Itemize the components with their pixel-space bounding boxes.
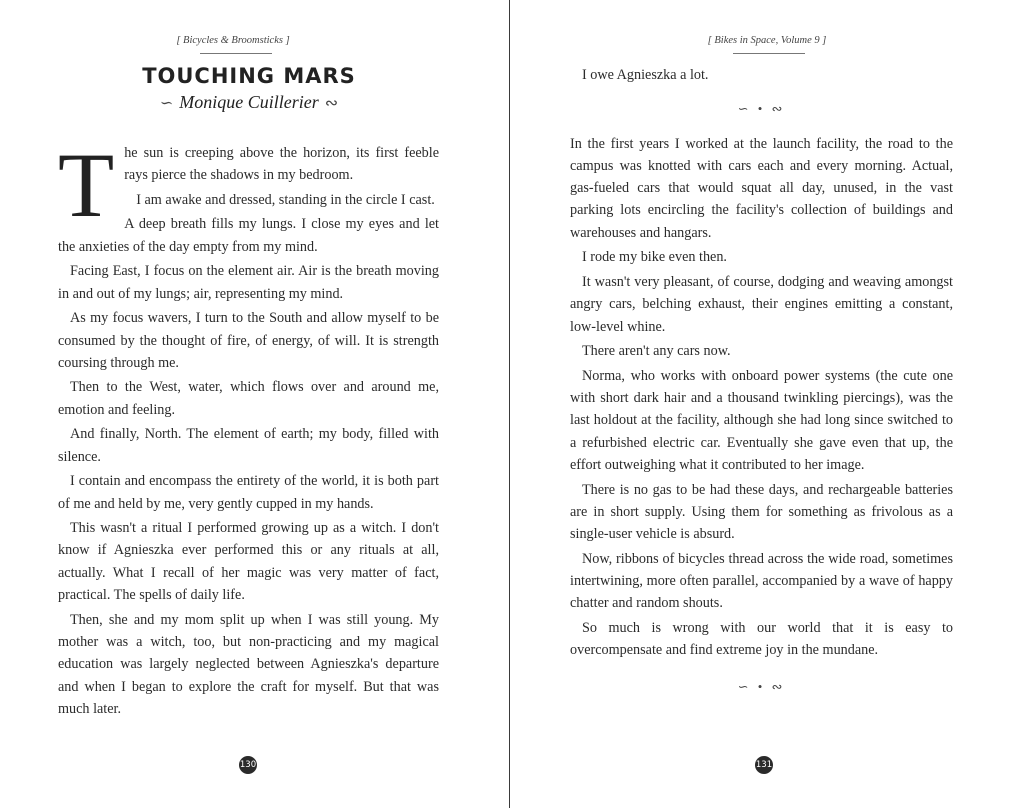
paragraph: Then to the West, water, which flows over and around me, emotion and feeling. — [58, 379, 439, 418]
paragraph: I owe Agnieszka a lot. — [582, 67, 709, 83]
paragraph: In the first years I worked at the launch facility, the road to the campus was knotted with cars each and every morning. Actual, gas-fueled cars that would squat all day, unused, in the vast parking lots encircling the facility's collection of buildings and warehouses and hangars. — [570, 135, 953, 241]
paragraph: I rode my bike even then. — [582, 249, 727, 266]
right-running-head: [ Bikes in Space, Volume 9 ] — [707, 35, 827, 46]
paragraph: There is no gas to be had these days, and rechargeable batteries are in short supply. Using them for something as frivolous as a single-user vehicle is absurd. — [570, 481, 953, 543]
paragraph: As my focus wavers, I turn to the South and allow myself to be consumed by the thought of fire, of energy, of will. It is strength coursing through me. — [58, 310, 439, 371]
paragraph: The sun is creeping above the horizon, its first feeble rays pierce the shadows in my bedroom. — [58, 134, 439, 236]
left-running-head: [ Bicycles & Broomsticks ] — [176, 35, 290, 46]
page-number: 131 — [755, 756, 773, 774]
scene-break-icon: ∽ • ∾ — [737, 101, 786, 117]
paragraph: Facing East, I focus on the element air. Air is the breath moving in and out of my lungs; air, representing my mind. — [58, 263, 439, 302]
flourish-left-icon: ∽ — [159, 95, 174, 112]
paragraph: Now, ribbons of bicycles thread across the wide road, sometimes intertwining, more often parallel, accompanied by a wave of happy chatter and random shouts. — [570, 550, 953, 612]
paragraph: This wasn't a ritual I performed growing up as a witch. I don't know if Agnieszka ever performed this or any rituals at all, actually. What I recall of her magic was very matter of fact, practical. The spells of daily life. — [58, 520, 439, 604]
paragraph: I am awake and dressed, standing in the circle I cast. — [136, 191, 435, 208]
right-page — [511, 0, 1019, 808]
paragraph: I contain and encompass the entirety of the world, it is both part of me and held by me, very gently cupped in my hands. — [58, 473, 439, 512]
paragraph: So much is wrong with our world that it is easy to overcompensate and find extreme joy in the mundane. — [570, 619, 953, 659]
paragraph: A deep breath fills my lungs. I close my eyes and let the anxieties of the day empty from my mind. — [58, 216, 439, 255]
scene-break-icon: ∽ • ∾ — [737, 678, 786, 694]
paragraph: Norma, who works with onboard power systems (the cute one with short dark hair and a thousand twinkling piercings), was the last holdout at the facility, although she had long since switched to a refurbished electric car. Eventually she gave even that up, the effort outweighing what it contributed to her image. — [570, 367, 953, 473]
left-body-text — [58, 134, 439, 722]
flourish-right-icon: ∾ — [324, 95, 339, 112]
drop-cap: T — [58, 134, 115, 236]
right-running-head-rule — [733, 53, 805, 54]
paragraph: Then, she and my mom split up when I was still young. My mother was a witch, too, but non-practicing and my magical education was largely neglected between Agnieszka's departure and when I began to explore the craft for myself. But that was much later. — [58, 611, 439, 717]
left-running-head-rule — [200, 53, 272, 54]
author-line — [0, 92, 498, 113]
paragraph: And finally, North. The element of earth; my body, filled with silence. — [58, 426, 439, 465]
paragraph: There aren't any cars now. — [582, 343, 731, 360]
page-number: 130 — [239, 756, 257, 774]
story-title: TOUCHING MARS — [142, 64, 356, 88]
paragraph: It wasn't very pleasant, of course, dodging and weaving amongst angry cars, belching exhaust, their engines emitting a constant, low-level whine. — [570, 273, 953, 335]
author-name: Monique Cuillerier — [179, 92, 319, 112]
gutter-divider — [509, 0, 510, 808]
right-body-text — [570, 64, 953, 710]
